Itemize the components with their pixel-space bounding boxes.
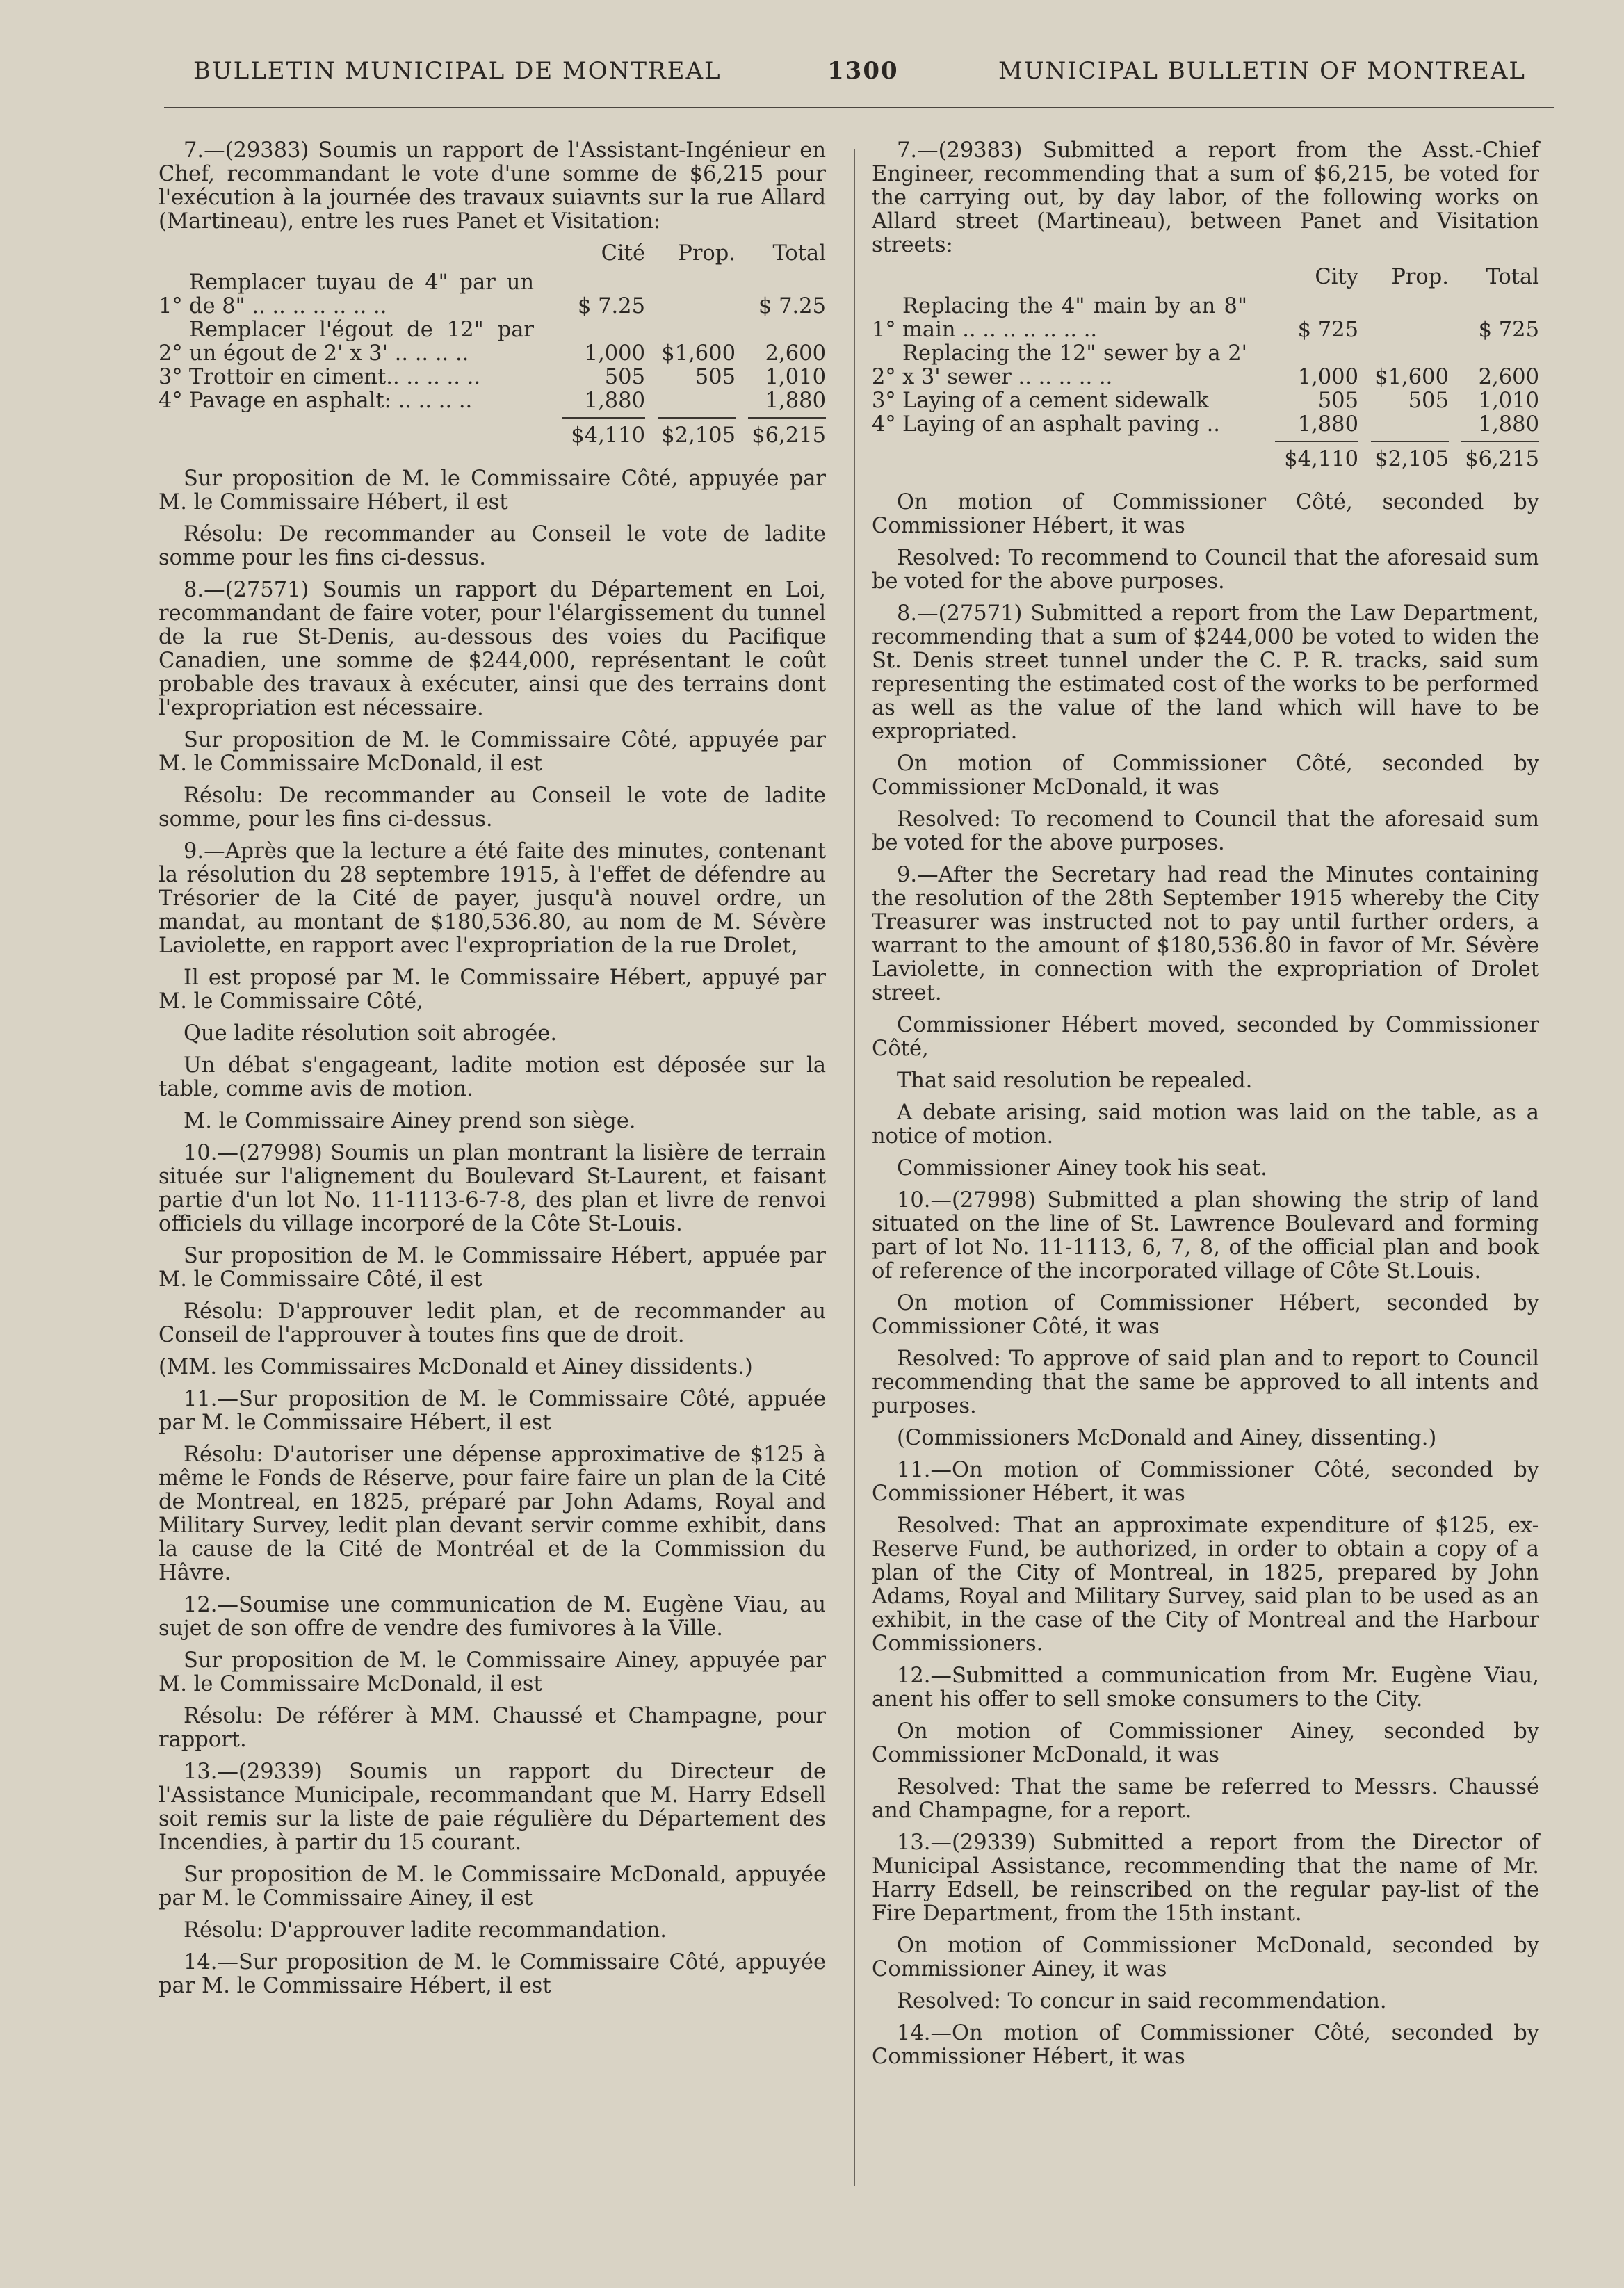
paragraph: Commissioner Hébert moved, seconded by Commissioner Côté,	[872, 1013, 1539, 1061]
paragraph: 14.—Sur proposition de M. le Commissaire Côté, appuyée par M. le Commissaire Hébert, il est	[159, 1950, 826, 1998]
row-description: Pavage en asphalt: .. .. .. ..	[189, 389, 473, 413]
table-row	[872, 342, 1539, 389]
paragraph: 10.—(27998) Soumis un plan montrant la lisière de terrain située sur l'alignement du Boulevard St-Laurent, et faisant partie d'un lot No. 11-1113-6-7-8, des plan et livre de renvoi officiels du village incorporé de la Côte St-Louis.	[159, 1141, 826, 1236]
row-prop: 505	[695, 365, 736, 389]
paragraph: Il est proposé par M. le Commissaire Hébert, appuyé par M. le Commissaire Côté,	[159, 966, 826, 1014]
row-number: 4°	[159, 389, 183, 413]
table-row	[159, 366, 826, 389]
col-head-total: Total	[772, 241, 826, 266]
row-number: 2°	[159, 341, 183, 366]
row-cite: 1,880	[584, 389, 645, 413]
paragraph: 12.—Submitted a communication from Mr. Eugène Viau, anent his offer to sell smoke consumers to the City.	[872, 1664, 1539, 1712]
paragraph: 13.—(29339) Submitted a report from the Director of Municipal Assistance, recommending that the name of Mr. Harry Edsell, be reinscribed on the regular pay-list of the Fire Department, from the 15th instant.	[872, 1831, 1539, 1926]
paragraph: Résolu: D'approuver ledit plan, et de recommander au Conseil de l'approuver à toutes fins que de droit.	[159, 1299, 826, 1347]
paragraph: 8.—(27571) Soumis un rapport du Département en Loi, recommandant de faire voter, pour l'élargissement du tunnel de la rue St-Denis, au-dessous des voies du Pacifique Canadien, une somme de $244,000, représentant le coût probable des travaux à exécuter, ainsi que des terrains dont l'expropriation est nécessaire.	[159, 578, 826, 720]
col-head-prop: Prop.	[1391, 265, 1449, 289]
row-total: 1,010	[1478, 389, 1539, 413]
row-city: $ 725	[1297, 318, 1358, 342]
paragraph: Sur proposition de M. le Commissaire Ainey, appuyée par M. le Commissaire McDonald, il est	[159, 1648, 826, 1696]
row-number: 3°	[159, 365, 183, 389]
row-description: Trottoir en ciment.. .. .. .. ..	[189, 365, 481, 389]
col-head-city: City	[1315, 265, 1358, 289]
paragraph: On motion of Commissioner Hébert, seconded by Commissioner Côté, it was	[872, 1291, 1539, 1339]
table-row	[872, 413, 1539, 437]
sum-total: $6,215	[752, 423, 826, 448]
paragraph: 9.—Après que la lecture a été faite des minutes, contenant la résolution du 28 septembre 1915, à l'effet de défendre au Trésorier de la Cité de payer, jusqu'à nouvel ordre, un mandat, au montant de $180,536.80, au nom de M. Sévère Laviolette, en rapport avec l'expropriation de la rue Drolet,	[159, 839, 826, 958]
cost-table	[159, 242, 826, 448]
row-description: Replacing the 4" main by an 8" main .. .. .. .. .. .. ..	[902, 294, 1247, 342]
sum-cite: $4,110	[571, 423, 645, 448]
row-city: 1,000	[1297, 365, 1358, 389]
paragraph: (Commissioners McDonald and Ainey, dissenting.)	[897, 1426, 1437, 1450]
paragraph: Un débat s'engageant, ladite motion est déposée sur la table, comme avis de motion.	[159, 1053, 826, 1101]
row-total: 1,010	[765, 365, 826, 389]
paragraph: Sur proposition de M. le Commissaire Côté, appuyée par M. le Commissaire McDonald, il est	[159, 728, 826, 776]
paragraph: 10.—(27998) Submitted a plan showing the strip of land situated on the line of St. Lawrence Boulevard and forming part of lot No. 11-1113, 6, 7, 8, of the official plan and book of reference of the incorporated village of Côte St.Louis.	[872, 1188, 1539, 1283]
table-row	[872, 295, 1539, 342]
paragraph: 14.—On motion of Commissioner Côté, seconded by Commissioner Hébert, it was	[872, 2021, 1539, 2069]
paragraph: 12.—Soumise une communication de M. Eugène Viau, au sujet de son offre de vendre des fumivores à la Ville.	[159, 1593, 826, 1641]
header-english-title: MUNICIPAL BULLETIN OF MONTREAL	[998, 57, 1527, 85]
section-7-intro: 7.—(29383) Soumis un rapport de l'Assistant-Ingénieur en Chef, recommandant le vote d'une somme de $6,215 pour l'exécution à la journée des travaux suiavnts sur la rue Allard (Martineau), entre les rues Panet et Visitation:	[159, 138, 826, 234]
table-row	[159, 318, 826, 366]
row-prop: $1,600	[661, 341, 736, 366]
paragraph: Que ladite résolution soit abrogée.	[184, 1021, 558, 1046]
row-number: 3°	[872, 389, 896, 413]
paragraph: Sur proposition de M. le Commissaire Hébert, appuée par M. le Commissaire Côté, il est	[159, 1244, 826, 1292]
column-divider	[854, 149, 855, 2186]
sum-city: $4,110	[1284, 447, 1358, 471]
col-head-total: Total	[1486, 265, 1539, 289]
sum-rule	[872, 441, 1539, 442]
sum-prop: $2,105	[661, 423, 736, 448]
table-row	[159, 271, 826, 318]
paragraph: A debate arising, said motion was laid on the table, as a notice of motion.	[872, 1101, 1539, 1149]
paragraph: 8.—(27571) Submitted a report from the Law Department, recommending that a sum of $244,000 be voted to widen the St. Denis street tunnel under the C. P. R. tracks, said sum representing the estimated cost of the works to be performed as well as the value of the land which will have to be expropriated.	[872, 601, 1539, 744]
row-cite: 1,000	[584, 341, 645, 366]
row-number: 1°	[872, 318, 896, 342]
sum-row	[159, 424, 826, 448]
row-total: $ 725	[1478, 318, 1539, 342]
row-city: 1,880	[1297, 412, 1358, 437]
paragraph: 11.—On motion of Commissioner Côté, seconded by Commissioner Hébert, it was	[872, 1458, 1539, 1506]
row-prop: $1,600	[1374, 365, 1449, 389]
col-head-prop: Prop.	[678, 241, 736, 266]
row-description: Laying of a cement sidewalk	[902, 389, 1209, 413]
paragraph: Resolved: That the same be referred to Messrs. Chaussé and Champagne, for a report.	[872, 1775, 1539, 1823]
header-rule	[164, 107, 1554, 108]
page-number: 1300	[827, 57, 899, 85]
table-row	[872, 389, 1539, 413]
paragraph: On motion of Commissioner Côté, seconded by Commissioner McDonald, it was	[872, 752, 1539, 800]
paragraph: On motion of Commissioner Ainey, seconded by Commissioner McDonald, it was	[872, 1719, 1539, 1767]
paragraph: That said resolution be repealed.	[897, 1069, 1253, 1093]
sum-rule	[159, 417, 826, 419]
paragraph: On motion of Commissioner Côté, seconded by Commissioner Hébert, it was	[872, 490, 1539, 538]
sum-total: $6,215	[1465, 447, 1539, 471]
row-number: 4°	[872, 412, 896, 437]
row-number: 1°	[159, 294, 183, 318]
paragraph: 9.—After the Secretary had read the Minutes containing the resolution of the 28th September 1915 whereby the City Treasurer was instructed not to pay until further orders, a warrant to the amount of $180,536.80 in favor of Mr. Sévère Laviolette, in connection with the expropriation of Drolet street.	[872, 863, 1539, 1005]
paragraph: Resolved: To recommend to Council that the aforesaid sum be voted for the above purposes.	[872, 546, 1539, 594]
paragraph: M. le Commissaire Ainey prend son siège.	[184, 1109, 636, 1133]
row-total: $ 7.25	[758, 294, 826, 318]
paragraph: Resolved: To concur in said recommendation.	[897, 1989, 1387, 2013]
row-number: 2°	[872, 365, 896, 389]
paragraph: Résolu: De référer à MM. Chaussé et Champagne, pour rapport.	[159, 1704, 826, 1752]
paragraph: 11.—Sur proposition de M. le Commissaire Côté, appuée par M. le Commissaire Hébert, il est	[159, 1387, 826, 1435]
paragraph: Résolu: D'approuver ladite recommandation.	[184, 1918, 667, 1942]
french-column	[159, 139, 826, 2006]
table-row	[159, 389, 826, 413]
english-column	[872, 139, 1539, 2077]
col-head-cite: Cité	[601, 241, 645, 266]
paragraph: Résolu: D'autoriser une dépense approximative de $125 à même le Fonds de Réserve, pour faire faire un plan de la Cité de Montreal, en 1825, préparé par John Adams, Royal and Military Survey, ledit plan devant servir comme exhibit, dans la cause de la Cité de Montréal et de la Commission du Hâvre.	[159, 1443, 826, 1585]
paragraph: 13.—(29339) Soumis un rapport du Directeur de l'Assistance Municipale, recommandant que M. Harry Edsell soit remis sur la liste de paie régulière du Département des Incendies, à partir du 15 courant.	[159, 1760, 826, 1855]
section-7-intro: 7.—(29383) Submitted a report from the Asst.-Chief Engineer, recommending that a sum of $6,215, be voted for the carrying out, by day labor, of the following works on Allard street (Martineau), between Panet and Visitation streets:	[872, 138, 1539, 257]
row-description: Laying of an asphalt paving ..	[902, 412, 1220, 437]
row-city: 505	[1317, 389, 1358, 413]
paragraph: (MM. les Commissaires McDonald et Ainey dissidents.)	[159, 1355, 753, 1379]
row-description: Replacing the 12" sewer by a 2' x 3' sewer .. .. .. .. ..	[902, 341, 1247, 389]
paragraph: On motion of Commissioner McDonald, seconded by Commissioner Ainey, it was	[872, 1933, 1539, 1981]
cost-table	[872, 266, 1539, 471]
row-total: 2,600	[765, 341, 826, 366]
sum-prop: $2,105	[1374, 447, 1449, 471]
paragraph: Résolu: De recommander au Conseil le vote de ladite somme pour les fins ci-dessus.	[159, 522, 826, 570]
sum-row	[872, 448, 1539, 471]
cost-table-header	[159, 242, 826, 266]
paragraph: Resolved: That an approximate expenditure of $125, ex-Reserve Fund, be authorized, in order to obtain a copy of a plan of the City of Montreal, in 1825, prepared by John Adams, Royal and Military Survey, said plan to be used as an exhibit, in the case of the City of Montreal and the Harbour Commissioners.	[872, 1514, 1539, 1656]
paragraph: Sur proposition de M. le Commissaire Côté, appuyée par M. le Commissaire Hébert, il est	[159, 466, 826, 514]
paragraph: Resolved: To recomend to Council that the aforesaid sum be voted for the above purposes.	[872, 807, 1539, 855]
header-french-title: BULLETIN MUNICIPAL DE MONTREAL	[193, 57, 722, 85]
row-total: 1,880	[765, 389, 826, 413]
row-prop: 505	[1408, 389, 1449, 413]
cost-table-header	[872, 266, 1539, 289]
row-cite: 505	[604, 365, 645, 389]
row-total: 1,880	[1478, 412, 1539, 437]
paragraph: Résolu: De recommander au Conseil le vote de ladite somme, pour les fins ci-dessus.	[159, 784, 826, 831]
row-description: Remplacer l'égout de 12" par un égout de 2' x 3' .. .. .. ..	[189, 318, 534, 366]
paragraph: Sur proposition de M. le Commissaire McDonald, appuyée par M. le Commissaire Ainey, il est	[159, 1863, 826, 1910]
row-description: Remplacer tuyau de 4" par un de 8" .. .. .. .. .. .. ..	[189, 270, 534, 318]
paragraph: Commissioner Ainey took his seat.	[897, 1156, 1267, 1180]
row-total: 2,600	[1478, 365, 1539, 389]
paragraph: Resolved: To approve of said plan and to report to Council recommending that the same be approved to all intents and purposes.	[872, 1347, 1539, 1418]
row-cite: $ 7.25	[577, 294, 645, 318]
